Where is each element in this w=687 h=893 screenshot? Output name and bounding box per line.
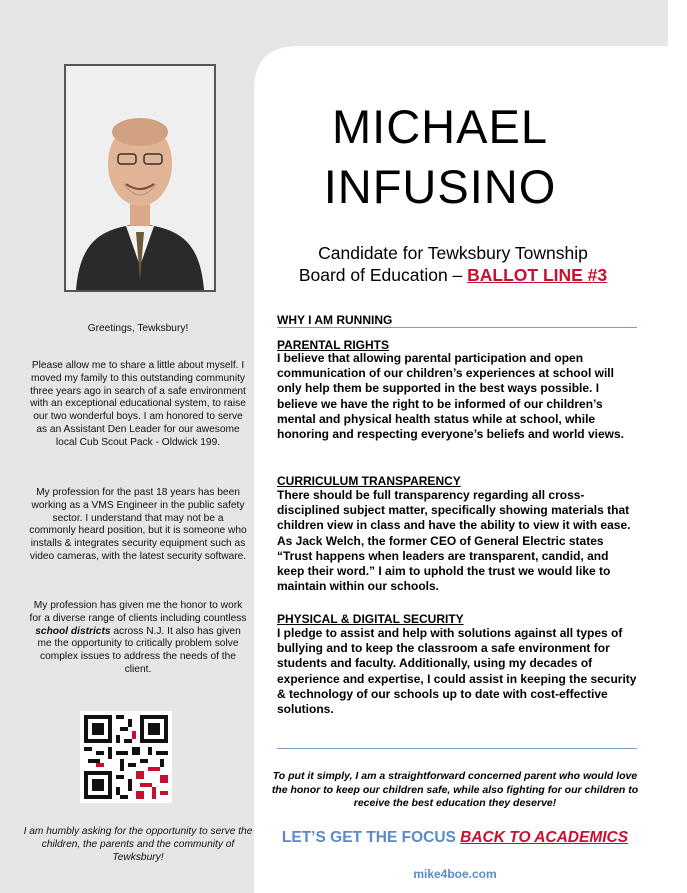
section-body-parental-rights: I believe that allowing parental participation and open communication of our children’s experiences at school will only help them be supported in the best ways possible. I believe we have the right to be informed of our children’s mental and physical health status while at school, while honoring and respecting everyone’s beliefs and world views. <box>277 351 624 442</box>
focus-slogan <box>270 829 640 847</box>
clients-text-1: My profession has given me the honor to work for a diverse range of clients including countless <box>29 600 247 624</box>
section-heading-curriculum: CURRICULUM TRANSPARENCY <box>277 474 461 488</box>
greeting: Greetings, Tewksbury! <box>87 323 189 334</box>
first-name: MICHAEL <box>332 100 548 153</box>
back-to-academics: BACK TO ACADEMICS <box>460 829 629 846</box>
last-name: INFUSINO <box>323 160 557 213</box>
candidate-photo <box>64 64 216 292</box>
divider-bottom <box>277 748 637 749</box>
ballot-line-badge: BALLOT LINE #3 <box>467 265 608 285</box>
clients-paragraph <box>28 600 248 677</box>
qr-code[interactable] <box>80 711 172 803</box>
why-heading: WHY I AM RUNNING <box>277 313 393 327</box>
candidate-subtitle <box>268 242 638 286</box>
candidate-line-1: Candidate for Tewksbury Township <box>318 243 588 263</box>
section-heading-security: PHYSICAL & DIGITAL SECURITY <box>277 612 464 626</box>
closing-statement: I am humbly asking for the opportunity to serve the children, the parents and the community of Tewksbury! <box>23 826 253 863</box>
profession-paragraph: My profession for the past 18 years has been working as a VMS Engineer in the public safety sector. I understand that may not be a commonly heard position, but it is someone who installs & integrates security equipment such as video cameras, with the latest security software. <box>29 487 247 562</box>
candidate-name <box>280 97 600 217</box>
summary-statement: To put it simply, I am a straightforward concerned parent who would love the honor to keep our children safe, while also fighting for our children to receive the best education they deserve! <box>271 770 639 809</box>
board-text: Board of Education – <box>298 265 468 285</box>
clients-text-2: across N.J. It also has given me the opportunity to critically problem solve complex issues to address the needs of the client. <box>37 625 241 675</box>
divider-top <box>277 327 637 328</box>
focus-prefix: LET’S GET THE FOCUS <box>281 829 461 846</box>
section-heading-parental-rights: PARENTAL RIGHTS <box>277 338 390 352</box>
candidate-line-2 <box>268 264 638 286</box>
school-districts-emphasis: school districts <box>35 625 111 637</box>
about-paragraph: Please allow me to share a little about myself. I moved my family to this outstanding community three years ago in search of a safe environment with an exceptional educational system, to raise our two wonderful boys. I am honored to serve as an Assistant Den Leader for our awesome local Cub Scout Pack - Oldwick 199. <box>30 360 246 448</box>
website-link[interactable]: mike4boe.com <box>413 867 497 881</box>
section-body-curriculum: There should be full transparency regarding all cross-disciplined subject matter, specifically showing materials that children view in class and have the ability to view it with ease. As Jack Welch, the former CEO of General Electric states “Trust happens when leaders are transparent, candid, and keep their word.” I aim to uphold the trust we would like to maintain within our schools. <box>277 488 631 594</box>
section-body-security: I pledge to assist and help with solutions against all types of bullying and to keep the classroom a safe environment for students and faculty. Additionally, using my decades of experience and expertise, I could assist in keeping the security & technology of our schools up to date with cost-effective solutions. <box>277 626 637 717</box>
